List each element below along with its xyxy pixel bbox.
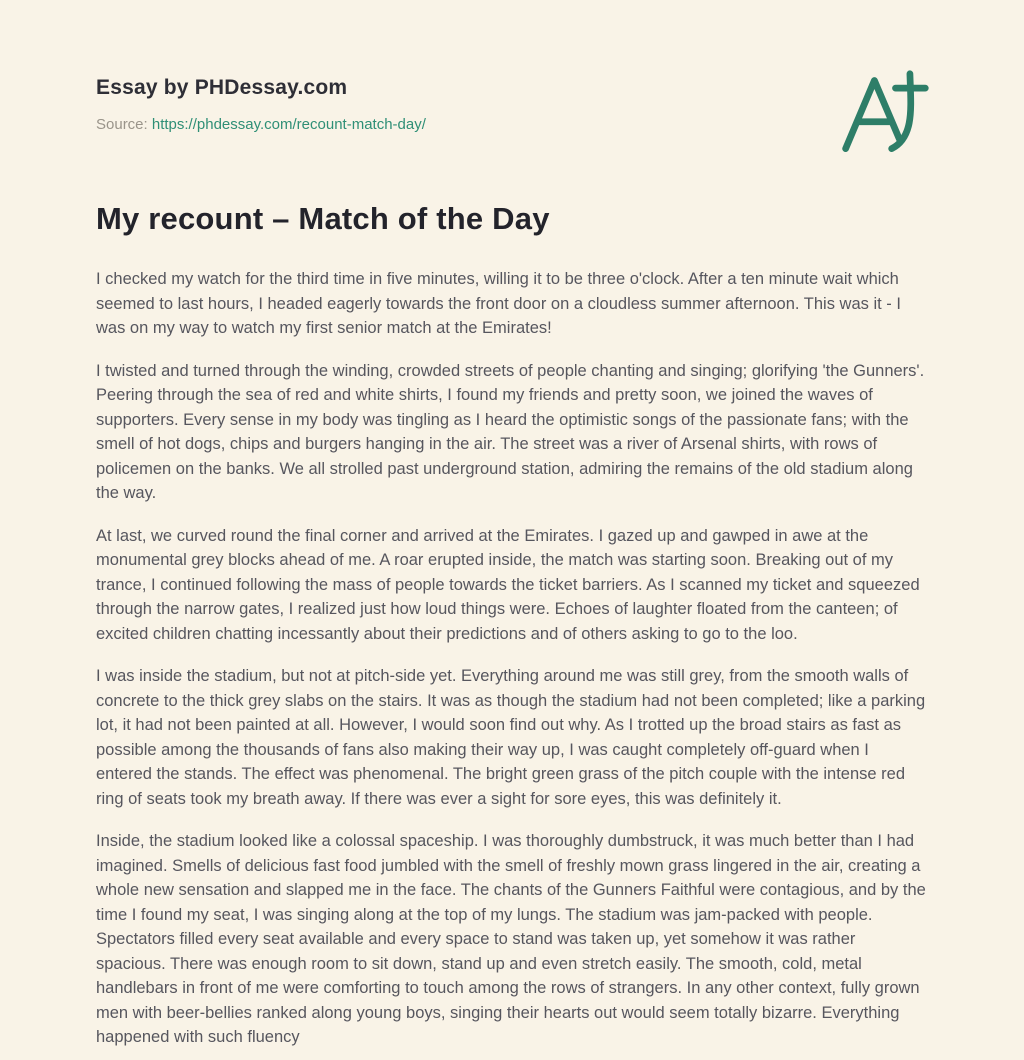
essay-paragraph: I checked my watch for the third time in five minutes, willing it to be three o'clock. After a ten minute wait which seemed to last hours, I headed eagerly towards the front door on a cloudless summer afternoon. This was it - I was on my way to watch my first senior match at the Emirates! bbox=[96, 270, 901, 337]
phdessay-logo-icon bbox=[836, 68, 932, 164]
essay-paragraph: Inside, the stadium looked like a colossal spaceship. I was thoroughly dumbstruck, it was much better than I had imagined. Smells of delicious fast food jumbled with the smell of freshly mown grass lingered in the air, creating a whole new sensation and slapped me in the face. The chants of the Gunners Faithful were contagious, and by the time I found my seat, I was singing along at the top of my lungs. The stadium was jam-packed with people. Spectators filled every seat available and every space to stand was taken up, yet somehow it was rather spacious. There was enough room to sit down, stand up and even stretch easily. The smooth, cold, metal handlebars in front of me were comforting to touch among the rows of strangers. In any other context, fully grown men with beer-bellies ranked along young boys, singing their hearts out would seem totally bizarre. Everything happened with such fluency bbox=[96, 832, 926, 1046]
byline: Essay by PHDessay.com bbox=[96, 76, 348, 99]
source-row bbox=[96, 116, 928, 133]
essay-body bbox=[96, 267, 928, 1050]
essay-paragraph: At last, we curved round the final corner and arrived at the Emirates. I gazed up and gawped in awe at the monumental grey blocks ahead of me. A roar erupted inside, the match was starting soon. Breaking out of my trance, I continued following the mass of people towards the ticket barriers. As I scanned my ticket and squeezed through the narrow gates, I realized just how loud things were. Echoes of laughter floated from the canteen; of excited children chatting incessantly about their predictions and of others asking to go to the loo. bbox=[96, 526, 920, 643]
essay-paragraph: I was inside the stadium, but not at pitch-side yet. Everything around me was still grey, from the smooth walls of concrete to the thick grey slabs on the stairs. It was as though the stadium had not been completed; like a parking lot, it had not been painted at all. However, I would soon find out why. As I trotted up the broad stairs as fast as possible among the thousands of fans also making their way up, I was caught completely off-guard when I entered the stands. The effect was phenomenal. The bright green grass of the pitch couple with the intense red ring of seats took my breath away. If there was ever a sight for sore eyes, this was definitely it. bbox=[96, 667, 926, 808]
source-link[interactable]: https://phdessay.com/recount-match-day/ bbox=[151, 116, 426, 133]
source-label: Source: bbox=[96, 116, 152, 133]
essay-title: My recount – Match of the Day bbox=[96, 201, 550, 236]
essay-paragraph: I twisted and turned through the winding, crowded streets of people chanting and singing; glorifying 'the Gunners'. Peering through the sea of red and white shirts, I found my friends and pretty soon, we joined the waves of supporters. Every sense in my body was tingling as I heard the optimistic songs of the passionate fans; with the smell of hot dogs, chips and burgers hanging in the air. The street was a river of Arsenal shirts, with rows of policemen on the banks. We all strolled past underground station, admiring the remains of the old stadium along the way. bbox=[96, 361, 925, 502]
page-header bbox=[96, 0, 928, 133]
